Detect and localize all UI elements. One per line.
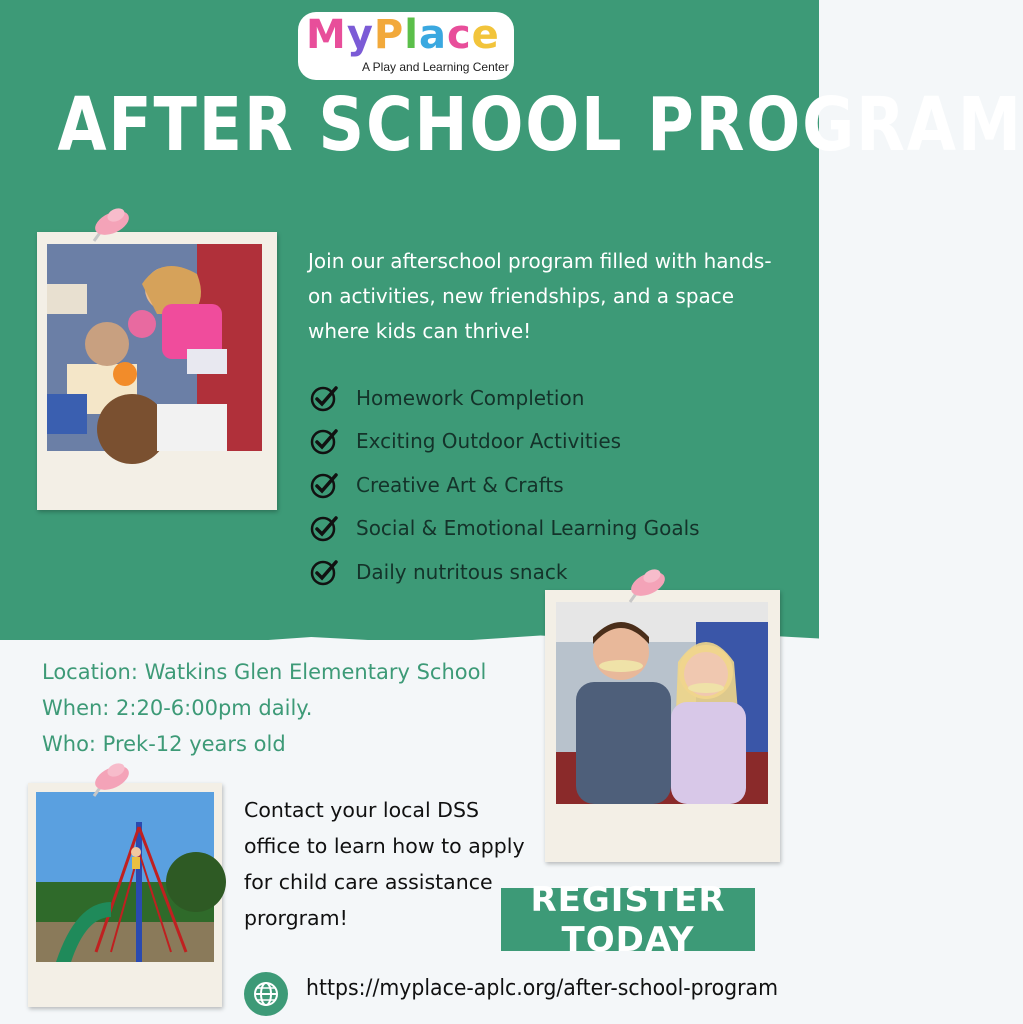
- checkmark-icon: [310, 384, 338, 412]
- polaroid-playground: [28, 783, 222, 1007]
- program-details: [42, 654, 486, 762]
- feature-label: Exciting Outdoor Activities: [356, 429, 622, 454]
- contact-text: Contact your local DSS office to learn how to apply for child care assistance prorgram!: [244, 798, 525, 930]
- register-button[interactable]: REGISTER TODAY: [501, 888, 755, 951]
- checkmark-icon: [310, 514, 338, 542]
- logo-wordmark: MyPlace: [306, 12, 500, 58]
- feature-list: [310, 376, 700, 594]
- age-range-text: Who: Prek-12 years old: [42, 732, 286, 756]
- polaroid-crafts: [37, 232, 277, 510]
- feature-label: Social & Emotional Learning Goals: [356, 516, 700, 541]
- pushpin-icon: [86, 760, 132, 800]
- photo-snack: [556, 602, 768, 804]
- list-item: [310, 420, 700, 464]
- checkmark-icon: [310, 427, 338, 455]
- list-item: [310, 376, 700, 420]
- pushpin-icon: [622, 566, 668, 606]
- feature-label: Homework Completion: [356, 385, 585, 410]
- pushpin-icon: [86, 205, 132, 245]
- feature-label: Creative Art & Crafts: [356, 472, 564, 497]
- checkmark-icon: [310, 471, 338, 499]
- list-item: [310, 507, 700, 551]
- feature-label: Daily nutritous snack: [356, 559, 568, 584]
- checkmark-icon: [310, 558, 338, 586]
- intro-text: Join our afterschool program filled with hands-on activities, new friendships, and a space where kids can thrive!: [308, 249, 772, 343]
- location-text: Location: Watkins Glen Elementary School: [42, 660, 487, 684]
- page-title: AFTER SCHOOL PROGRAM: [57, 82, 1023, 168]
- logo-tagline: A Play and Learning Center: [362, 60, 509, 74]
- website-link[interactable]: https://myplace-aplc.org/after-school-program: [306, 976, 779, 1001]
- photo-playground: [36, 792, 214, 962]
- photo-crafts: [47, 244, 262, 451]
- list-item: [310, 463, 700, 507]
- polaroid-snack: [545, 590, 780, 862]
- schedule-text: When: 2:20-6:00pm daily.: [42, 696, 313, 720]
- globe-icon: [244, 972, 288, 1016]
